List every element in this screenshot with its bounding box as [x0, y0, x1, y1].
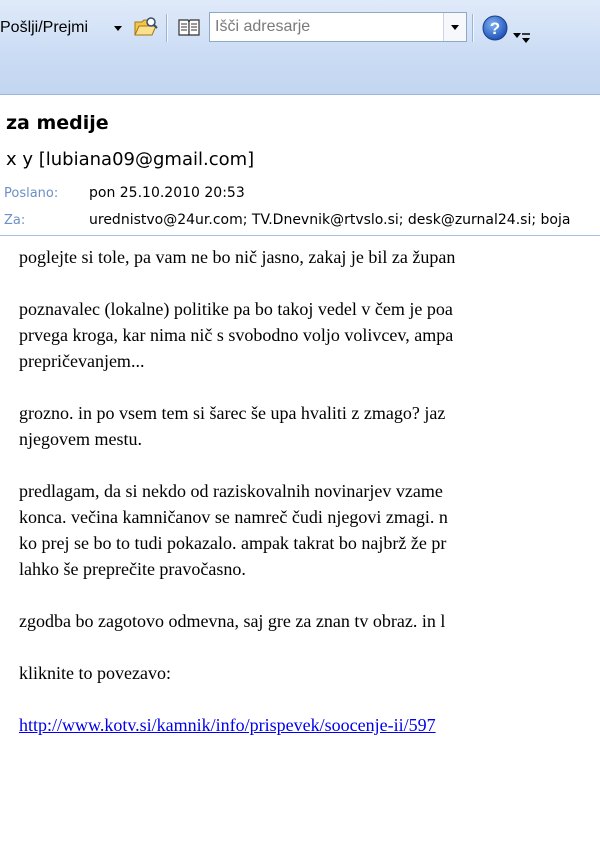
body-line: njegovem mestu. [19, 429, 142, 449]
send-receive-button[interactable] [0, 12, 128, 44]
body-paragraph: zgodba bo zagotovo odmevna, saj gre za znan tv obraz. in l [19, 611, 446, 631]
toolbar [0, 0, 600, 95]
address-book-icon[interactable] [177, 17, 201, 37]
svg-text:?: ? [489, 19, 501, 38]
help-icon[interactable] [481, 14, 509, 42]
body-line: prepričevanjem... [19, 351, 145, 371]
toolbar-separator [166, 14, 167, 42]
article-link[interactable]: http://www.kotv.si/kamnik/info/prispevek/soocenje-ii/597 [19, 715, 436, 735]
address-book-search[interactable] [209, 12, 467, 42]
chevron-down-icon[interactable] [114, 26, 122, 31]
message-body [19, 244, 600, 738]
to-label: Za: [4, 213, 26, 228]
body-line: poznavalec (lokalne) politike pa bo takoj vedel v čem je poa [19, 299, 453, 319]
message-sender[interactable]: x y [lubiana09@gmail.com] [6, 149, 255, 170]
chevron-down-icon[interactable] [443, 13, 466, 41]
body-line: prvega kroga, kar nima nič s svobodno voljo volivcev, ampa [19, 325, 454, 345]
toolbar-options-icon[interactable] [521, 30, 531, 46]
body-line: grozno. in po vsem tem si šarec še upa hvaliti z zmago? jaz [19, 403, 446, 423]
search-input[interactable] [210, 13, 447, 41]
sent-value: pon 25.10.2010 20:53 [89, 185, 245, 201]
toolbar-separator [472, 14, 473, 42]
header-divider [0, 235, 600, 236]
body-line: predlagam, da si nekdo od raziskovalnih novinarjev vzame [19, 481, 443, 501]
folder-search-icon[interactable] [134, 16, 158, 38]
body-line: lahko še preprečite pravočasno. [19, 559, 246, 579]
body-line: ko prej se bo to tudi pokazalo. ampak takrat bo najbrž že pr [19, 533, 447, 553]
body-paragraph: poglejte si tole, pa vam ne bo nič jasno, zakaj je bil za župan [19, 247, 456, 267]
to-recipients[interactable]: urednistvo@24ur.com; TV.Dnevnik@rtvslo.si; desk@zurnal24.si; boja [89, 212, 571, 228]
sent-label: Poslano: [4, 186, 59, 201]
body-line: konca. večina kamničanov se namreč čudi njegovi zmagi. n [19, 507, 448, 527]
send-receive-label: Pošlji/Prejmi [0, 19, 89, 36]
body-paragraph: kliknite to povezavo: [19, 663, 171, 683]
message-subject: za medije [6, 112, 109, 134]
